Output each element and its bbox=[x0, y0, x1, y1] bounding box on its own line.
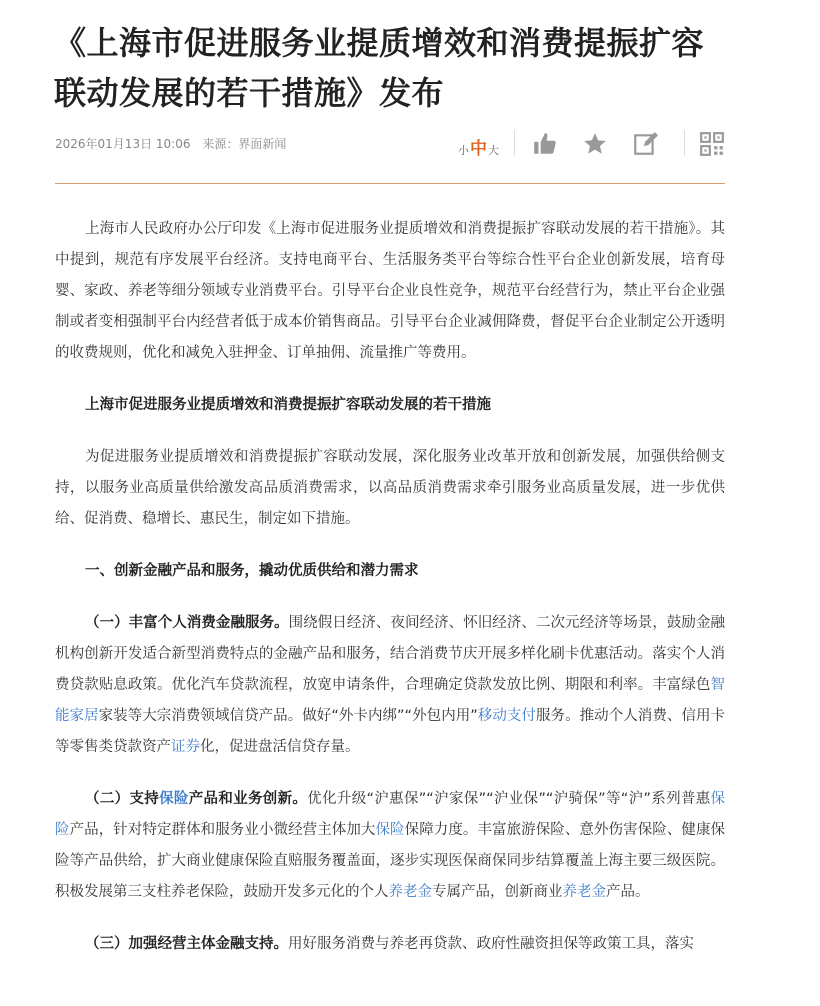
article-toolbar bbox=[458, 128, 728, 160]
section-heading: 上海市促进服务业提质增效和消费提振扩容联动发展的若干措施 bbox=[85, 397, 491, 413]
paragraph: （二）支持保险产品和业务创新。优化升级“沪惠保”“沪家保”“沪业保”“沪骑保”等“沪”系列普惠保险产品，针对特定群体和服务业小微经营主体加大保险保障力度。丰富旅游保险、意外伤害保险、健康保险等产品供给，扩大商业健康保险直赔服务覆盖面，逐步实现医保商保同步结算覆盖上海主要三级医院。积极发展第三支柱养老保险，鼓励开发多元化的个人养老金专属产品，创新商业养老金产品。 bbox=[55, 791, 726, 900]
qr-code-icon[interactable] bbox=[699, 131, 725, 157]
keyword-link[interactable]: 保险 bbox=[375, 822, 405, 838]
thumbs-up-icon[interactable] bbox=[532, 131, 558, 157]
paragraph: （三）加强经营主体金融支持。用好服务消费与养老再贷款、政府性融资担保等政策工具，落实 bbox=[85, 936, 694, 952]
edit-icon[interactable] bbox=[632, 131, 658, 157]
item-lead: （一）丰富个人消费金融服务。 bbox=[85, 615, 289, 631]
toolbar-divider bbox=[684, 130, 685, 156]
keyword-link[interactable]: 智能家居 bbox=[55, 677, 725, 724]
keyword-link[interactable]: 移动支付 bbox=[477, 708, 537, 724]
header-divider bbox=[55, 183, 725, 184]
keyword-link[interactable]: 保险 bbox=[55, 791, 726, 838]
font-medium-button[interactable]: 中 bbox=[470, 139, 487, 159]
star-icon[interactable] bbox=[582, 131, 608, 157]
toolbar-divider bbox=[514, 130, 515, 156]
keyword-link[interactable]: 保险 bbox=[159, 791, 189, 807]
paragraph: （一）丰富个人消费金融服务。围绕假日经济、夜间经济、怀旧经济、二次元经济等场景，鼓励金融机构创新开发适合新型消费特点的金融产品和服务，结合消费节庆开展多样化刷卡优惠活动。落实个人消费贷款贴息政策。优化汽车贷款流程，放宽申请条件，合理确定贷款发放比例、期限和利率。丰富绿色智能家居家装等大宗消费领域信贷产品。做好“外卡内绑”“外包内用”移动支付服务。推动个人消费、信用卡等零售类贷款资产证券化，促进盘活信贷存量。 bbox=[55, 615, 726, 755]
article-body bbox=[55, 214, 725, 981]
keyword-link[interactable]: 养老金 bbox=[388, 884, 432, 900]
section-heading: 一、创新金融产品和服务，撬动优质供给和潜力需求 bbox=[85, 563, 419, 579]
item-lead: （三）加强经营主体金融支持。 bbox=[85, 936, 288, 952]
publish-date: 2026年01月13日 10:06 bbox=[55, 137, 191, 151]
font-small-button[interactable]: 小 bbox=[458, 144, 469, 157]
font-size-switcher bbox=[458, 134, 499, 159]
font-large-button[interactable]: 大 bbox=[488, 144, 499, 157]
paragraph: 上海市人民政府办公厅印发《上海市促进服务业提质增效和消费提振扩容联动发展的若干措施》。其中提到，规范有序发展平台经济。支持电商平台、生活服务类平台等综合性平台企业创新发展，培育母婴、家政、养老等细分领域专业消费平台。引导平台企业良性竞争，规范平台经营行为，禁止平台企业强制或者变相强制平台内经营者低于成本价销售商品。引导平台企业减佣降费，督促平台企业制定公开透明的收费规则，优化和减免入驻押金、订单抽佣、流量推广等费用。 bbox=[55, 221, 725, 361]
keyword-link[interactable]: 证券 bbox=[171, 739, 200, 755]
item-lead: （二）支持 bbox=[85, 791, 160, 807]
article-source: 来源：界面新闻 bbox=[202, 137, 287, 151]
article-title: 《上海市促进服务业提质增效和消费提振扩容联动发展的若干措施》发布 bbox=[54, 24, 705, 112]
keyword-link[interactable]: 养老金 bbox=[562, 884, 606, 900]
article-meta bbox=[55, 135, 294, 152]
paragraph: 为促进服务业提质增效和消费提振扩容联动发展，深化服务业改革开放和创新发展，加强供给侧支持，以服务业高质量供给激发高品质消费需求，以高品质消费需求牵引服务业高质量发展，进一步优供给、促消费、稳增长、惠民生，制定如下措施。 bbox=[55, 449, 725, 527]
